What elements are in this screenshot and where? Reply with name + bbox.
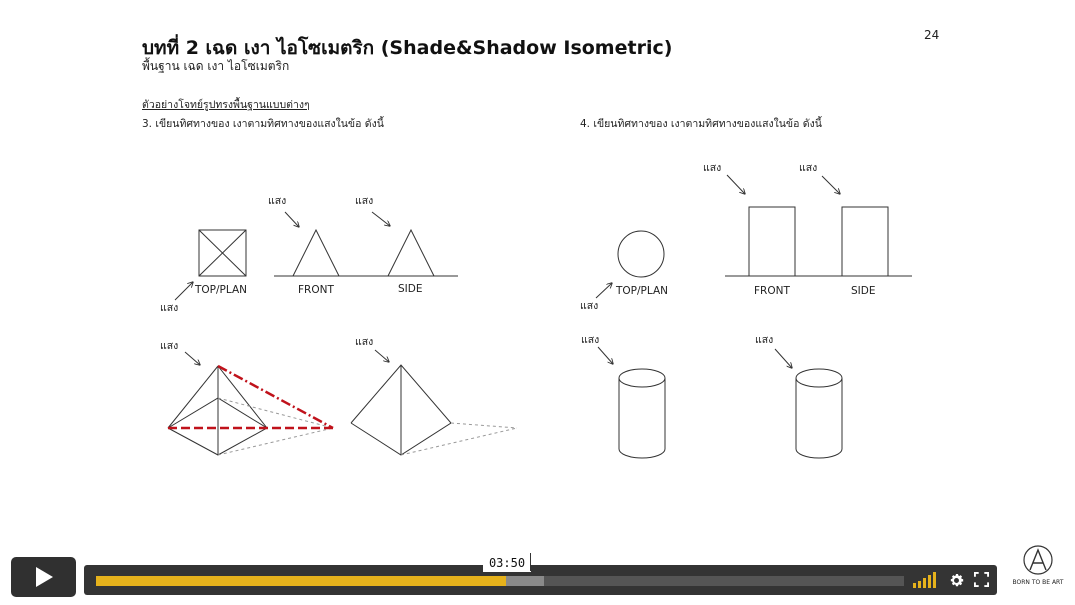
page-number: 24 — [924, 28, 940, 42]
light-label: แสง — [580, 300, 599, 312]
light-arrow-plan — [175, 282, 193, 300]
light-label: แสง — [581, 334, 600, 346]
light-arrow-front — [727, 175, 745, 194]
side-label: SIDE — [398, 283, 423, 295]
shadow-ray-line — [218, 366, 333, 428]
brand-logo — [1010, 544, 1066, 592]
pyramid-side-triangle — [388, 230, 434, 276]
instruction-3: 3. เขียนทิศทางของ เงาตามทิศทางของแสงในข้อ ดังนี้ — [142, 118, 384, 130]
light-arrow-iso-1 — [185, 352, 200, 365]
light-arrow-iso-2 — [375, 350, 389, 362]
top-plan-label: TOP/PLAN — [616, 285, 669, 297]
light-label: แสง — [160, 340, 179, 352]
current-time-tooltip: 03:50 — [483, 554, 531, 572]
section-heading: ตัวอย่างโจทย์รูปทรงพื้นฐานแบบต่างๆ — [142, 99, 310, 111]
light-label: แสง — [160, 302, 179, 314]
pyramid-isometric-exercise — [351, 350, 517, 455]
played-bar — [96, 576, 506, 586]
light-label: แสง — [268, 195, 287, 207]
front-label: FRONT — [754, 285, 790, 297]
light-arrow-iso-3 — [598, 347, 613, 364]
control-bar — [84, 565, 997, 595]
light-arrow-front — [285, 212, 299, 227]
progress-track[interactable] — [96, 576, 904, 586]
cylinder-side-rect — [842, 207, 888, 276]
cylinder-top-plan-circle — [618, 231, 664, 277]
play-button[interactable] — [11, 557, 76, 597]
light-arrow-iso-4 — [775, 349, 792, 368]
light-label: แสง — [355, 195, 374, 207]
pyramid-front-triangle — [293, 230, 339, 276]
volume-icon[interactable] — [912, 572, 938, 588]
cylinder-isometric-2 — [775, 349, 842, 458]
cylinder-orthographic-views — [596, 175, 912, 298]
top-plan-label: TOP/PLAN — [195, 284, 248, 296]
light-arrow-plan — [596, 283, 612, 298]
slide-subtitle: พื้นฐาน เฉด เงา ไอโซเมตริก — [142, 59, 290, 73]
slide-title: บทที่ 2 เฉด เงา ไอโซเมตริก (Shade&Shadow Isometric) — [142, 37, 673, 59]
video-player-controls — [0, 553, 1075, 605]
light-arrow-side — [372, 212, 390, 226]
play-icon — [33, 566, 55, 588]
cylinder-front-rect — [749, 207, 795, 276]
light-arrow-side — [822, 176, 840, 194]
light-label: แสง — [755, 334, 774, 346]
cylinder-isometric-1 — [598, 347, 665, 458]
light-label: แสง — [703, 162, 722, 174]
instruction-4: 4. เขียนทิศทางของ เงาตามทิศทางของแสงในข้อ ดังนี้ — [580, 118, 822, 130]
side-label: SIDE — [851, 285, 876, 297]
light-label: แสง — [799, 162, 818, 174]
brand-logo-text: BORN TO BE ART — [1012, 579, 1064, 586]
pyramid-isometric-solution — [168, 352, 333, 455]
light-label: แสง — [355, 336, 374, 348]
settings-gear-icon[interactable] — [948, 572, 965, 589]
fullscreen-icon[interactable] — [974, 572, 989, 587]
time-marker — [530, 553, 531, 571]
front-label: FRONT — [298, 284, 334, 296]
